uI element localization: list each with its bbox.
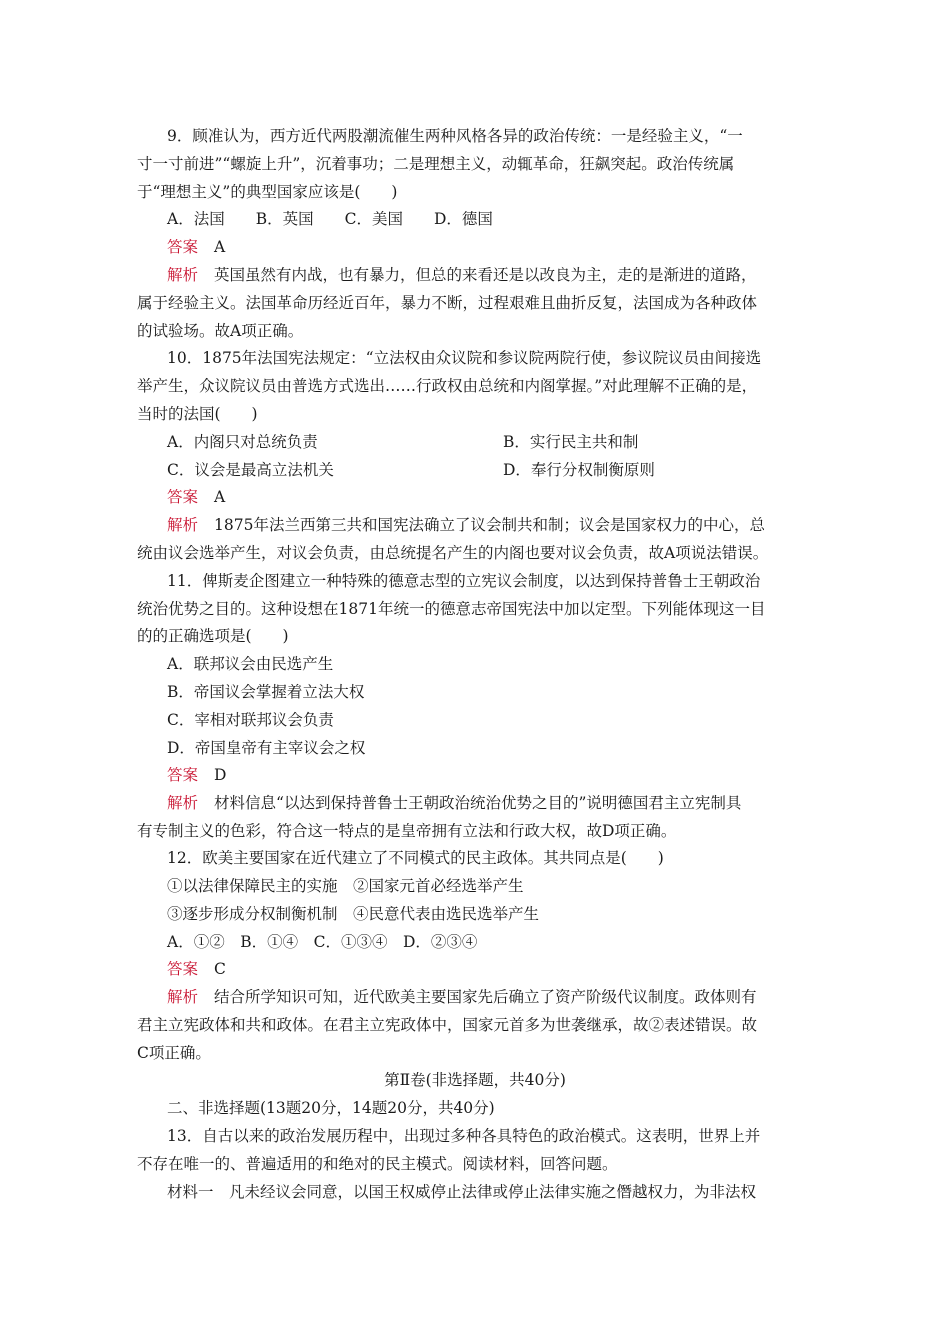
q10-option-a: A．内阁只对总统负责 — [167, 433, 318, 451]
q11-option-c: C．宰相对联邦议会负责 — [167, 711, 334, 729]
q10-stem-line-2: 举产生，众议院议员由普选方式选出……行政权由总统和内阁掌握。”对此理解不正确的是， — [137, 377, 758, 395]
analysis-label: 解析 — [167, 266, 199, 284]
q10-stem-line-1: 10．1875年法国宪法规定：“立法权由众议院和参议院两院行使，参议院议员由间接选 — [167, 349, 762, 367]
q11-option-b: B．帝国议会掌握着立法大权 — [167, 683, 365, 701]
q13-stem-line-1: 13．自古以来的政治发展历程中，出现过多种各具特色的政治模式。这表明，世界上并 — [167, 1127, 761, 1145]
q10-analysis-line-2: 统由议会选举产生，对议会负责，由总统提名产生的内阁也要对议会负责，故A项说法错误。 — [137, 544, 769, 562]
answer-label: 答案 — [167, 238, 199, 256]
q13-stem-line-2: 不存在唯一的、普遍适用的和绝对的民主模式。阅读材料，回答问题。 — [137, 1155, 618, 1173]
q10-stem-line-3: 当时的法国( ) — [137, 405, 258, 423]
q9-analysis-line-2: 属于经验主义。法国革命历经近百年，暴力不断，过程艰难且曲折反复，法国成为各种政体 — [137, 294, 758, 312]
q11-stem-line-3: 的的正确选项是( ) — [137, 627, 289, 645]
q12-statements-1: ①以法律保障民主的实施 ②国家元首必经选举产生 — [167, 877, 524, 895]
q11-stem-line-1: 11．俾斯麦企图建立一种特殊的德意志型的立宪议会制度，以达到保持普鲁士王朝政治 — [167, 572, 761, 590]
q12-analysis-line-2: 君主立宪政体和共和政体。在君主立宪政体中，国家元首多为世袭继承，故②表述错误。故 — [137, 1016, 758, 1034]
q12-options: A．①② B．①④ C．①③④ D．②③④ — [167, 933, 478, 951]
q12-stem: 12．欧美主要国家在近代建立了不同模式的民主政体。其共同点是( ) — [167, 849, 664, 867]
q10-option-b: B．实行民主共和制 — [503, 433, 639, 451]
analysis-label: 解析 — [167, 794, 199, 812]
q9-stem-line-2: 寸一寸前进”“螺旋上升”，沉着事功；二是理想主义，动辄革命，狂飙突起。政治传统属 — [137, 155, 735, 173]
q9-analysis-line-1 — [167, 263, 757, 285]
q12-answer — [167, 957, 226, 979]
answer-value: A — [214, 238, 226, 256]
q9-answer — [167, 235, 225, 257]
answer-value: D — [214, 766, 227, 784]
analysis-label: 解析 — [167, 516, 199, 534]
q9-stem-line-3: 于“理想主义”的典型国家应该是( ) — [137, 183, 398, 201]
analysis-text: 英国虽然有内战，也有暴力，但总的来看还是以改良为主，走的是渐进的道路， — [214, 266, 757, 284]
q11-stem-line-2: 统治优势之目的。这种设想在1871年统一的德意志帝国宪法中加以定型。下列能体现这一目 — [137, 600, 766, 618]
analysis-label: 解析 — [167, 988, 199, 1006]
answer-value: A — [214, 488, 226, 506]
q12-analysis-line-3: C项正确。 — [137, 1044, 211, 1062]
q12-analysis-line-1 — [167, 985, 757, 1007]
analysis-text: 结合所学知识可知，近代欧美主要国家先后确立了资产阶级代议制度。政体则有 — [214, 988, 757, 1006]
q9-stem-line-1: 9．顾准认为，西方近代两股潮流催生两种风格各异的政治传统：一是经验主义，“一 — [167, 127, 743, 145]
answer-value: C — [214, 960, 226, 978]
q11-option-a: A．联邦议会由民选产生 — [167, 655, 334, 673]
q9-options: A．法国 B．英国 C．美国 D．德国 — [167, 210, 493, 228]
q9-analysis-line-3: 的试验场。故A项正确。 — [137, 322, 304, 340]
q10-answer — [167, 485, 225, 507]
q13-material-1: 材料一 凡未经议会同意，以国王权威停止法律或停止法律实施之僭越权力，为非法权 — [167, 1183, 757, 1201]
section-title: 第Ⅱ卷(非选择题，共40分) — [384, 1071, 566, 1089]
section-heading: 二、非选择题(13题20分，14题20分，共40分) — [167, 1099, 495, 1117]
analysis-text: 1875年法兰西第三共和国宪法确立了议会制共和制；议会是国家权力的中心，总 — [214, 516, 765, 534]
q11-option-d: D．帝国皇帝有主宰议会之权 — [167, 739, 366, 757]
q10-analysis-line-1 — [167, 513, 765, 535]
q11-analysis-line-1 — [167, 791, 741, 813]
q11-analysis-line-2: 有专制主义的色彩，符合这一特点的是皇帝拥有立法和行政大权，故D项正确。 — [137, 822, 677, 840]
q12-statements-2: ③逐步形成分权制衡机制 ④民意代表由选民选举产生 — [167, 905, 540, 923]
answer-label: 答案 — [167, 960, 199, 978]
q10-option-d: D．奉行分权制衡原则 — [503, 461, 655, 479]
analysis-text: 材料信息“以达到保持普鲁士王朝政治统治优势之目的”说明德国君主立宪制具 — [214, 794, 742, 812]
answer-label: 答案 — [167, 488, 199, 506]
q10-option-c: C．议会是最高立法机关 — [167, 461, 334, 479]
q11-answer — [167, 763, 226, 785]
answer-label: 答案 — [167, 766, 199, 784]
